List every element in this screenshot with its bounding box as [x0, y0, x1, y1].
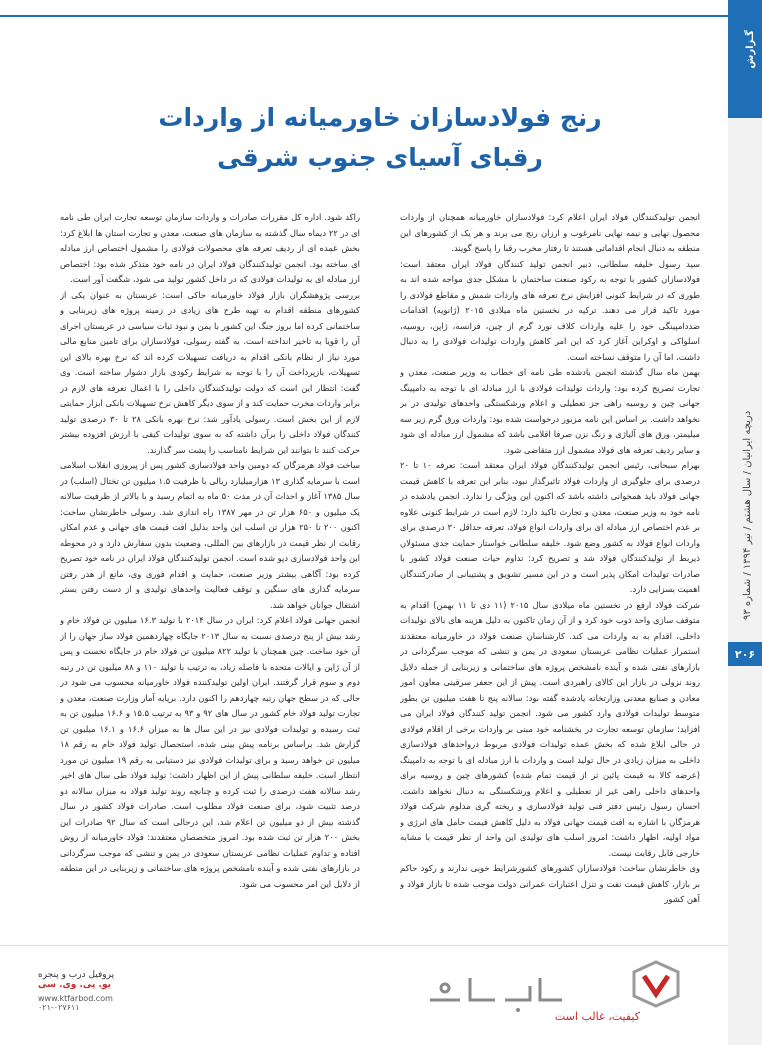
- paragraph: ساخت فولاد هرمزگان که دومین واحد فولادسازی کشور پس از پیروزی انقلاب اسلامی است با سرمایه گذاری ۱۳ هزارمیلیارد ریالی با ظرفیت ۱.۵ میلیون تن تختال (اسلب) در سال ۱۳۸۵ آغاز و احداث آن در مدت ۵۰ ماه به اتمام رسید و با بالاتر از ظرفیت سالانه یک میلیون و ۶۵۰ هزار تن در مهر ۱۳۸۷ راه اندازی شد. رسولی خاطرنشان ساخت: اکنون ۲۰۰ تا ۲۵۰ هزار تن اسلب این واحد بدلیل افت قیمت های جهانی و عدم امکان رقابت از نظر قیمت در بازارهای بین المللی، وضعیت بدون سفارش دارد و در محوطه این واحد فولادسازی دپو شده است. انجمن تولیدکنندگان فولاد ایران در نامه خود تصریح کرده بود: آگاهی بیشتر وزیر صنعت، حمایت و اقدام فوری وی، مانع از هدر رفتن سرمایه گذاری های سنگین و توقف فعالیت واحدهای تولیدی و از دست رفتن بستر اشتغال جوانان خواهد شد.: [60, 460, 360, 610]
- ad-product-type: یو. پی. وی. سی: [38, 980, 111, 990]
- footer-rule: [0, 945, 728, 946]
- paragraph: راکد شود. اداره کل مقررات صادرات و واردات سازمان توسعه تجارت ایران طی نامه ای در ۲۲ دیماه سال گذشته به سازمان های صنعت، معدن و تجارت استان ها ابلاغ کرد: بخش عمده ای از ردیف تعرفه های محصولات فولادی را مشمول اختصاص ارز مبادله ای ساخته بود. انجمن تولیدکنندگان فولاد ایران در نامه خود متذکر شده بود: اختصاص ارز مبادله ای به تولیدات فولادی که در داخل کشور تولید می شود، شگفت آور است.: [60, 212, 360, 284]
- paragraph: بررسی پژوهشگران بازار فولاد خاورمیانه حاکی است: عربستان به عنوان یکی از کشورهای منطقه اقدام به تهیه طرح های زیادی در زمینه پروژه های زیربنایی و ساختمانی کرده اما بروز جنگ این کشور با یمن و نبود ثبات سیاسی در عربستان اجرای آن را قویا به تاخیر انداخته است. به گفته رسولی، فولادسازان برای تامین منابع مالی مورد نیاز از نظام بانکی اقدام به دریافت تسهیلات کرده اند که نرخ بهره بالای این تسهیلات، بازپرداخت آن را با توجه به شرایط رکودی بازار دشوار ساخته است. وی گفت: انتظار این است که دولت تولیدکنندگان داخلی را با اعمال تعرفه های لازم در برابر واردات مخرب حمایت کند و از سوی دیگر کاهش نرخ تسهیلات بانکی ابزار حمایتی لازم از این بخش است. رسولی یادآور شد: نرخ بهره بانکی ۲۸ تا ۳۰ درصدی تولید کنندگان فولاد داخلی را برآن داشته که به سوی تولیدات کیفی با ارزش افزوده بیشتر حرکت کنند تا بتوانند این شرایط نامناسب را پشت سر گذارند.: [60, 289, 360, 455]
- page-number: ۲۰۶: [728, 642, 762, 666]
- left-column: [60, 210, 360, 930]
- paragraph: انجمن جهانی فولاد اعلام کرد: ایران در سال ۲۰۱۴ با تولید ۱۶.۳ میلیون تن فولاد خام و رشد بیش از پنج درصدی نسبت به سال ۲۰۱۳ جایگاه چهاردهمین فولاد ساز جهان را از آن خود ساخت. چین همچنان با تولید ۸۲۲ میلیون تن فولاد خام در جایگاه نخست و پس از آن ژاپن و ایالات متحده با فاصله زیاد، به ترتیب با تولید ۱۱۰ و ۸۸ میلیون تن در رتبه دوم و سوم قرار گرفتند. ایران اولین تولیدکننده فولاد خاورمیانه محسوب می شود در حالی که در سطح جهان رتبه چهاردهم را اکنون دارد. برپایه آمار وزارت صنعت، معدن و تجارت تولید فولاد خام کشور در سال های ۹۲ و ۹۳ به ترتیب ۱۵.۵ و ۱۶.۶ میلیون تن به ثبت رسیده و تولیدات فولادی نیز در این سال ها به میزان ۱۶.۶ و ۱۶.۱ میلیون تن گزارش شد. براساس برنامه پیش بینی شده، استحصال تولید فولاد خام به رقم ۱۸ میلیون تن خواهد رسید و برای تولیدات فولادی نیز دستیابی به رقم ۱۹ میلیون تن مورد انتظار است. خلیفه سلطانی پیش از این اظهار داشت: تولید فولاد طی سال های اخیر رشد سالانه هفت درصدی را ثبت کرده و چنانچه روند تولید فولاد به میزان سالانه دو درصد تثبیت شود، برای صنعت فولاد مطلوب است. صادرات فولاد کشور در سال گذشته بیش از دو میلیون تن اعلام شد، این درحالی است که سال ۹۲ صادرات این بخش ۲۰۰ هزار تن ثبت شده بود. امروز متخصصان معتقدند: فولاد خاورمیانه از روش افتاده و تداوم عملیات نظامی عربستان سعودی در یمن و تنشی که موجب سرگردانی در بازارهای نفتی شده و آینده نامشخص پروژه های ساختمانی و زیربنایی در این منطقه از دلایل این امر محسوب می شود.: [60, 615, 360, 889]
- paragraph: بهرام سبحانی، رئیس انجمن تولیدکنندگان فولاد ایران معتقد است: تعرفه ۱۰ تا ۲۰ درصدی برای جلوگیری از واردات فولاد تاثیرگذار نبود، بنابر این تعرفه با کاهش قیمت جهانی فولاد باید همخوانی داشته باشد که اکنون این ویژگی را ندارد. انجمن یادشده در نامه خود به وزیر صنعت، معدن و تجارت تاکید دارد: لازم است در شرایط کنونی علاوه بر عدم اختصاص ارز مبادله ای برای واردات انواع فولاد، تعرفه حداقل ۳۰ درصدی برای واردات انواع فولاد به کشور وضع شود. خلیفه سلطانی خواستار حمایت جدی مسئولان ذیربط از تولیدکنندگان فولاد شد و تصریح کرد: تداوم حیات صنعت فولاد کشور با صادرات تولیدات امکان پذیر است و در این مسیر تشویق و پشتیبانی از صادرکنندگان اهمیت بسزایی دارد.: [400, 460, 700, 594]
- advertisement-footer: [0, 950, 728, 1045]
- section-label: گـزارش: [745, 30, 756, 69]
- magazine-info: دریچه ایرانیان / سال هشتم / تیر ۱۳۹۴ / شماره ۹۳: [742, 410, 753, 620]
- title-line-2: رقبای آسیای جنوب شرقی: [217, 143, 543, 172]
- paragraph: شرکت فولاد ارفع در نخستین ماه میلادی سال ۲۰۱۵ (۱۱ دی تا ۱۱ بهمن) اقدام به متوقف سازی واحد ذوب خود کرد و از آن زمان تاکنون به دلیل هزینه های بالای تولیدات داخلی، اقدام به به واردات می کند. کارشناسان صنعت فولاد در خاورمیانه معتقدند استمرار عملیات نظامی عربستان سعودی در یمن و تنشی که موجب سرگردانی در بازارهای نفتی شده و آینده نامشخص پروژه های ساختمانی و زیربنایی از جمله دلایل روند نزولی در بازار این کالای راهبردی است. پیش از این جعفر سرقینی معاون امور معادن و صنایع معدنی وزارتخانه یادشده گفته بود: سالانه پنج تا هفت میلیون تن بطور متوسط تولیدات فولادی وارد کشور می شود. انجمن تولید کنندگان فولاد ایران می افزاید: سازمان توسعه تجارت در بخشنامه خود مبنی بر واردات برخی از اقلام فولادی در حالی ابلاغ شده که بخش عمده تولیدات فولادی مربوط درواحدهای فولادسازی داخلی به میزان زیادی در حال تولید است و واردات با ارز مبادله ای با توجه به دامپینگ (عرضه کالا به قیمت پائین تر از قیمت تمام شده) کشورهای چین و روسیه برای واحدهای داخلی راهی غیر از تعطیلی و اعلام ورشکستگی به دنبال نخواهد داشت. احسان رسول رئیس دفتر فنی تولید فولادسازی و ریخته گری مدلوم شرکت فولاد هرمزگان با اشاره به افت قیمت جهانی فولاد به دلیل کاهش قیمت حامل های انرژی و مواد اولیه، اظهار داشت: امروز اسلب های تولیدی این واحد از نظر قیمت با مشابه خارجی قابل رقابت نیست.: [400, 599, 700, 858]
- right-column: [400, 210, 700, 930]
- title-line-1: رنج فولادسازان خاورمیانه از واردات: [158, 103, 602, 132]
- brand-tagline: کیفیت، غالب است: [554, 1010, 640, 1023]
- brand-logo: [420, 958, 570, 1018]
- section-tab: [728, 0, 762, 118]
- ad-phone: ۰۲۱-۰۲۷۶۱۱: [38, 1003, 80, 1012]
- ad-contact-block: [38, 970, 133, 1012]
- article-body: [60, 210, 700, 904]
- paragraph: انجمن تولیدکنندگان فولاد ایران اعلام کرد: فولادسازان خاورمیانه همچنان از واردات محصول نهایی و نیمه نهایی نامرغوب و ارزان رنج می برند و هر یک از کشورهای این منطقه به دنبال انجام اقداماتی هستند تا رفتار مخرب رقبا را پاسخ گویند.: [400, 212, 700, 253]
- ad-website[interactable]: www.ktfarbod.com: [38, 994, 113, 1003]
- paragraph: وی خاطرنشان ساخت: فولادسازان کشورهای کشورشرایط خوبی ندارند و رکود حاکم بر بازار، کاهش قیمت نفت و تنزل اعتبارات عمرانی دولت موجب شده تا بازار فولاد و آهن کشور: [400, 863, 700, 904]
- ad-product-line: پروفیل درب و پنجره: [38, 970, 115, 980]
- paragraph: بهمن ماه سال گذشته انجمن یادشده طی نامه ای خطاب به وزیر صنعت، معدن و تجارت تصریح کرده بود: واردات تولیدات فولادی با ارز مبادله ای با توجه به دامپینگ جهانی چین و روسیه راهی جز تعطیلی و اعلام ورشکستگی واحدهای تولیدی در بر نخواهد داشت. بر اساس این نامه مزبور درخواست شده بود: واردات ورق گرم زیر سه میلیمتر، ورق های آلیاژی و زنگ نزن صرفا اقلامی باشد که مشمول ارز مبادله ای شود و سایر ردیف تعرفه های فولاد مشمول ارز متقاضی شود.: [400, 367, 700, 455]
- paragraph: سید رسول خلیفه سلطانی، دبیر انجمن تولید کنندگان فولاد ایران معتقد است: فولادسازان کشور با توجه به رکود صنعت ساختمان با مشکل جدی مواجه شده اند به طوری که در شرایط کنونی افزایش نرخ تعرفه های واردات شمش و مقاطع فولادی را مورد تاکید قرار می دهند. ترکیه در نخستین ماه میلادی ۲۰۱۵ (ژانویه) اقدامات ضددامپینگی خود را علیه واردات کلاف نورد گرم از چین، فرانسه، ژاپن، روسیه، اسلواکی و اوکراین آغاز کرد که این امر کاهش واردات تولیدات فولادی را به دنبال داشت، اما آن را متوقف نساخته است.: [400, 258, 700, 362]
- article-title: [60, 98, 700, 178]
- brand-emblem-icon: [630, 958, 682, 1010]
- top-rule: [0, 15, 730, 17]
